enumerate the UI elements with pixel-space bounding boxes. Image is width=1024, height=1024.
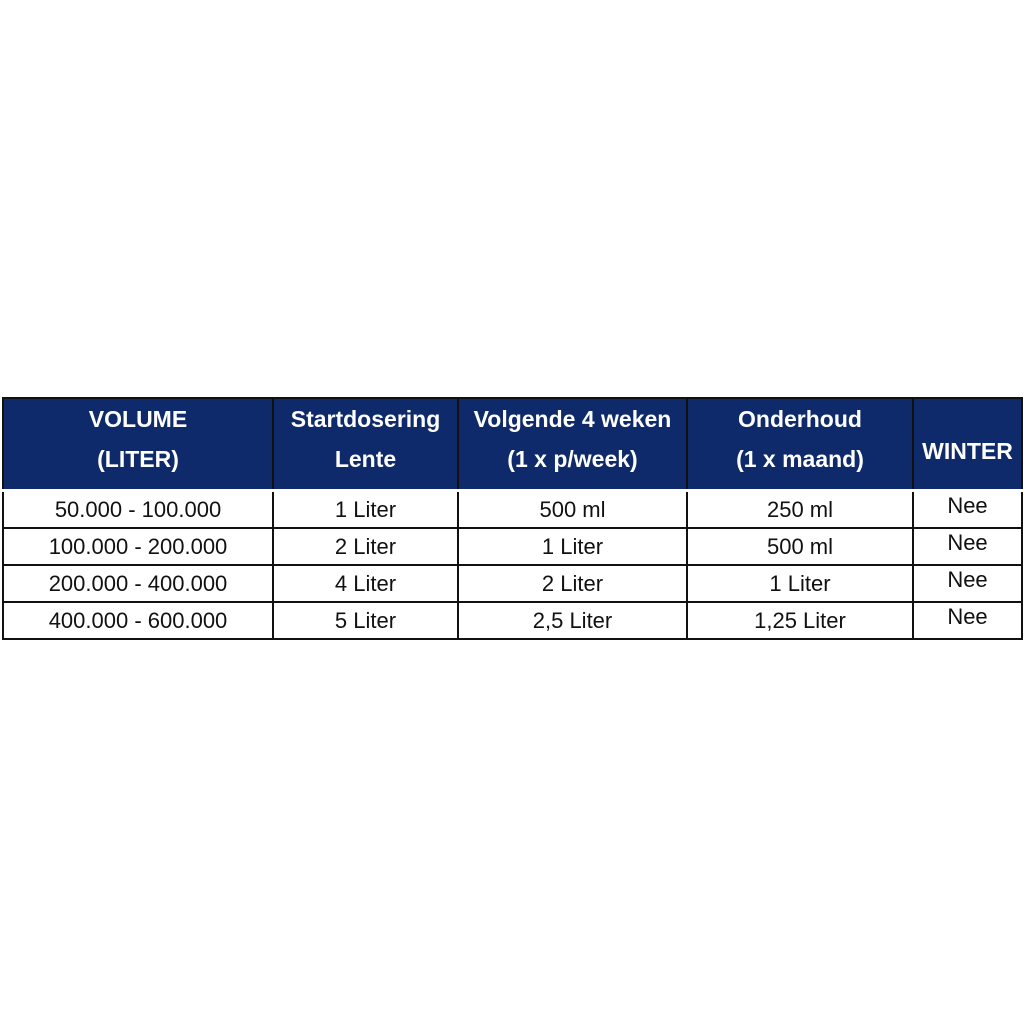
- table-body: [3, 491, 1022, 640]
- header-onderhoud: [687, 398, 913, 491]
- header-winter-line1: WINTER: [922, 438, 1013, 464]
- table-row: [3, 565, 1022, 602]
- cell-volume: 400.000 - 600.000: [3, 602, 273, 639]
- header-startdosering-line1: Startdosering: [290, 406, 441, 432]
- header-onderhoud-line1: Onderhoud: [738, 406, 862, 432]
- cell-volgende-weken: 1 Liter: [458, 528, 687, 565]
- cell-volume: 100.000 - 200.000: [3, 528, 273, 565]
- header-onderhoud-line2: (1 x maand): [736, 446, 864, 472]
- header-volume-line1: VOLUME: [88, 406, 188, 432]
- cell-onderhoud: 250 ml: [687, 491, 913, 529]
- header-volume: [3, 398, 273, 491]
- cell-winter: Nee: [913, 491, 1022, 529]
- table-header: [3, 398, 1022, 491]
- header-volume-line2: (LITER): [97, 446, 179, 472]
- header-volgende-weken-line2: (1 x p/week): [507, 446, 638, 472]
- header-volgende-weken-line1: Volgende 4 weken: [473, 406, 672, 432]
- cell-startdosering: 4 Liter: [273, 565, 458, 602]
- header-winter: [913, 398, 1022, 491]
- cell-onderhoud: 500 ml: [687, 528, 913, 565]
- cell-startdosering: 2 Liter: [273, 528, 458, 565]
- table-row: [3, 602, 1022, 639]
- cell-winter: Nee: [913, 602, 1022, 639]
- table-row: [3, 491, 1022, 529]
- cell-onderhoud: 1,25 Liter: [687, 602, 913, 639]
- header-row: [3, 398, 1022, 491]
- cell-onderhoud: 1 Liter: [687, 565, 913, 602]
- cell-volume: 50.000 - 100.000: [3, 491, 273, 529]
- dosage-table: [2, 397, 1023, 640]
- header-startdosering-line2: Lente: [334, 446, 397, 472]
- cell-volgende-weken: 500 ml: [458, 491, 687, 529]
- cell-volgende-weken: 2 Liter: [458, 565, 687, 602]
- table-row: [3, 528, 1022, 565]
- cell-startdosering: 1 Liter: [273, 491, 458, 529]
- cell-winter: Nee: [913, 528, 1022, 565]
- header-volgende-weken: [458, 398, 687, 491]
- cell-winter: Nee: [913, 565, 1022, 602]
- cell-volgende-weken: 2,5 Liter: [458, 602, 687, 639]
- cell-volume: 200.000 - 400.000: [3, 565, 273, 602]
- cell-startdosering: 5 Liter: [273, 602, 458, 639]
- header-startdosering: [273, 398, 458, 491]
